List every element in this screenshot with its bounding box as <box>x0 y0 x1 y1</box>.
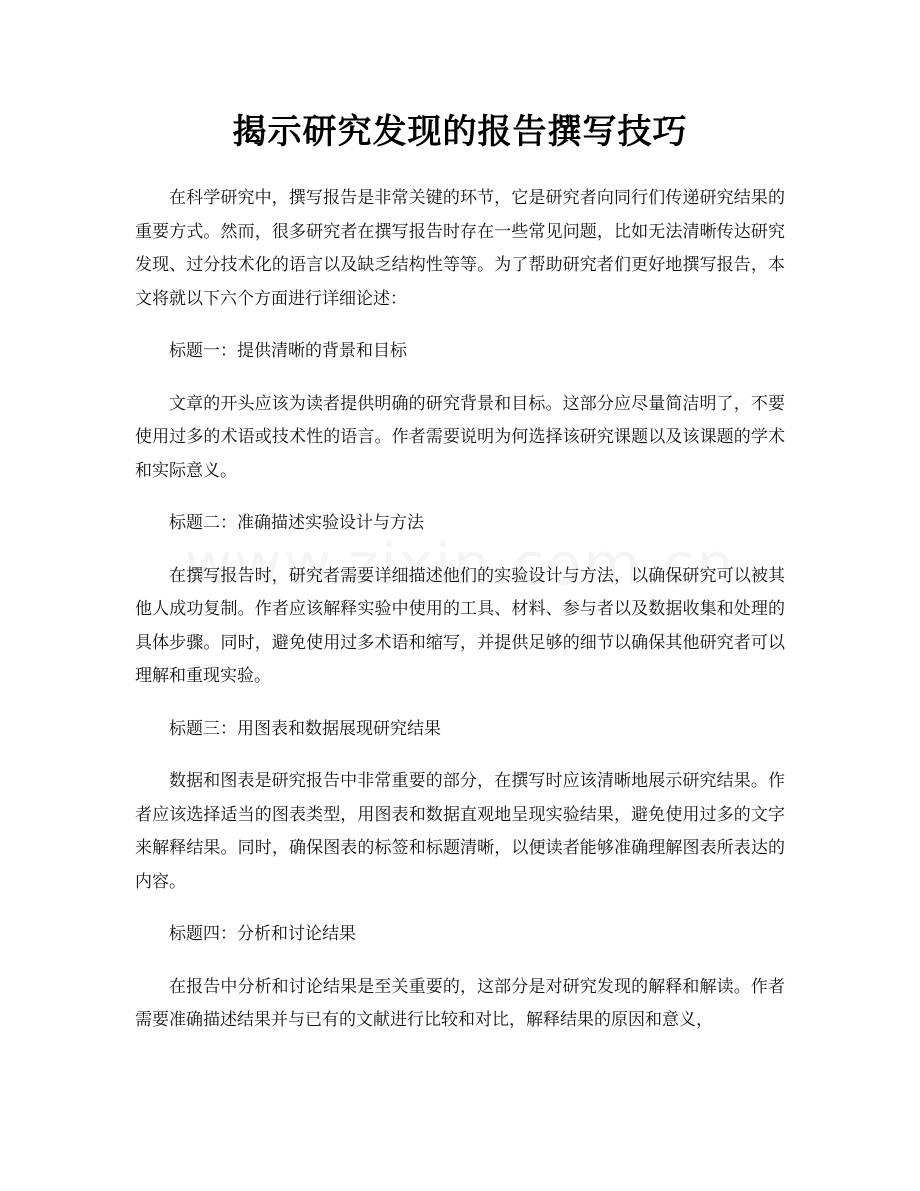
section-1-paragraph: 文章的开头应该为读者提供明确的研究背景和目标。这部分应尽量简洁明了，不要使用过多的术语或技术性的语言。作者需要说明为何选择该研究课题以及该课题的学术和实际意义。 <box>135 393 785 481</box>
section-3-paragraph: 数据和图表是研究报告中非常重要的部分，在撰写时应该清晰地展示研究结果。作者应该选择适当的图表类型，用图表和数据直观地呈现实验结果，避免使用过多的文字来解释结果。同时，确保图表的标签和标题清晰，以便读者能够准确理解图表所表达的内容。 <box>135 771 785 892</box>
section-4-paragraph: 在报告中分析和讨论结果是至关重要的，这部分是对研究发现的解释和解读。作者需要准确描述结果并与已有的文献进行比较和对比，解释结果的原因和意义， <box>135 976 785 1030</box>
section-2-paragraph: 在撰写报告时，研究者需要详细描述他们的实验设计与方法，以确保研究可以被其他人成功复制。作者应该解释实验中使用的工具、材料、参与者以及数据收集和处理的具体步骤。同时，避免使用过多术语和缩写，并提供足够的细节以确保其他研究者可以理解和重现实验。 <box>135 565 785 686</box>
section-1-heading: 标题一：提供清晰的背景和目标 <box>169 341 407 361</box>
document-title: 揭示研究发现的报告撰写技巧 <box>232 112 688 152</box>
section-2-heading: 标题二：准确描述实验设计与方法 <box>169 513 424 533</box>
section-3-heading: 标题三：用图表和数据展现研究结果 <box>169 718 441 739</box>
section-4-heading: 标题四：分析和讨论结果 <box>169 924 356 944</box>
intro-paragraph: 在科学研究中，撰写报告是非常关键的环节，它是研究者向同行们传递研究结果的重要方式。然而，很多研究者在撰写报告时存在一些常见问题，比如无法清晰传达研究发现、过分技术化的语言以及缺乏结构性等等。为了帮助研究者们更好地撰写报告，本文将就以下六个方面进行详细论述： <box>135 188 785 309</box>
document-body <box>135 182 785 1057</box>
